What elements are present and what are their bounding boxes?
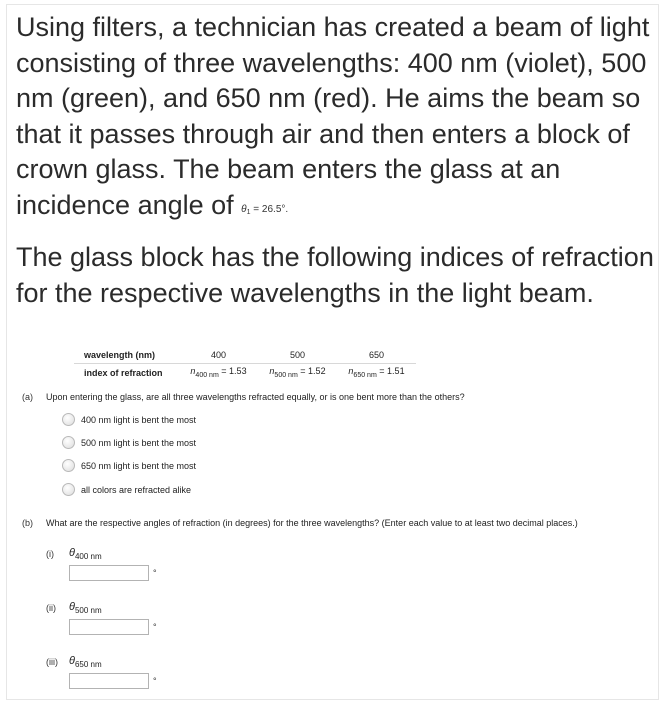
incidence-angle <box>241 204 288 215</box>
table-header-row <box>74 346 416 364</box>
intro-paragraph-2: The glass block has the following indices of refraction for the respective wavelengths in the light beam. <box>16 242 654 308</box>
option-label-650[interactable]: 650 nm light is bent the most <box>81 461 197 471</box>
subpart-iii-label: (iii) <box>46 657 58 667</box>
subpart-ii-label: (ii) <box>46 603 56 613</box>
part-a-question: Upon entering the glass, are all three wavelengths refracted equally, or is one bent more than the others? <box>46 392 465 402</box>
intro-paragraph-1 <box>16 10 656 230</box>
theta-500-label: $\theta_{500 nm}$ <box>69 601 102 615</box>
theta-650-label: $\theta_{650 nm}$ <box>69 655 102 669</box>
theta-400-input[interactable] <box>69 565 149 581</box>
wavelength-650: 650 <box>337 346 416 364</box>
radio-option-650[interactable] <box>62 459 75 472</box>
degree-unit-500: ° <box>153 622 157 632</box>
theta-symbol: θ <box>241 203 247 215</box>
theta-650-input[interactable] <box>69 673 149 689</box>
wavelength-500: 500 <box>258 346 337 364</box>
part-b-label: (b) <box>22 518 33 528</box>
refraction-index-table <box>74 346 416 381</box>
option-label-400[interactable]: 400 nm light is bent the most <box>81 415 197 425</box>
index-500: $n_{500 nm} = 1.52$ <box>269 366 326 379</box>
theta-500-input[interactable] <box>69 619 149 635</box>
index-400: $n_{400 nm} = 1.53$ <box>190 366 247 379</box>
theta-400-label: $\theta_{400 nm}$ <box>69 547 102 561</box>
option-label-500[interactable]: 500 nm light is bent the most <box>81 438 197 448</box>
table-row <box>74 364 416 382</box>
problem-statement <box>16 10 656 311</box>
degree-unit-650: ° <box>153 676 157 686</box>
option-label-alike[interactable]: all colors are refracted alike <box>81 485 192 495</box>
part-a-label: (a) <box>22 392 33 402</box>
part-b-question: What are the respective angles of refraction (in degrees) for the three wavelengths? (Enter each value to at least two decimal places.) <box>46 518 578 528</box>
theta-subscript: 1 <box>246 208 251 216</box>
subpart-i-label: (i) <box>46 549 54 559</box>
radio-option-500[interactable] <box>62 436 75 449</box>
intro-text-1: Using filters, a technician has created a beam of light consisting of three wavelengths: 400 nm (violet), 500 nm (green), and 650 nm (red). He aims the beam so that it passes through air and then enters a block of crown glass. The beam enters the glass at an incidence angle of <box>16 12 650 220</box>
radio-option-alike[interactable] <box>62 483 75 496</box>
wavelength-400: 400 <box>179 346 258 364</box>
wavelength-header: wavelength (nm) <box>74 346 179 364</box>
index-650: $n_{650 nm} = 1.51$ <box>348 366 405 379</box>
incidence-value: = 26.5°. <box>250 203 289 215</box>
radio-option-400[interactable] <box>62 413 75 426</box>
degree-unit-400: ° <box>153 568 157 578</box>
index-header: index of refraction <box>84 367 163 378</box>
